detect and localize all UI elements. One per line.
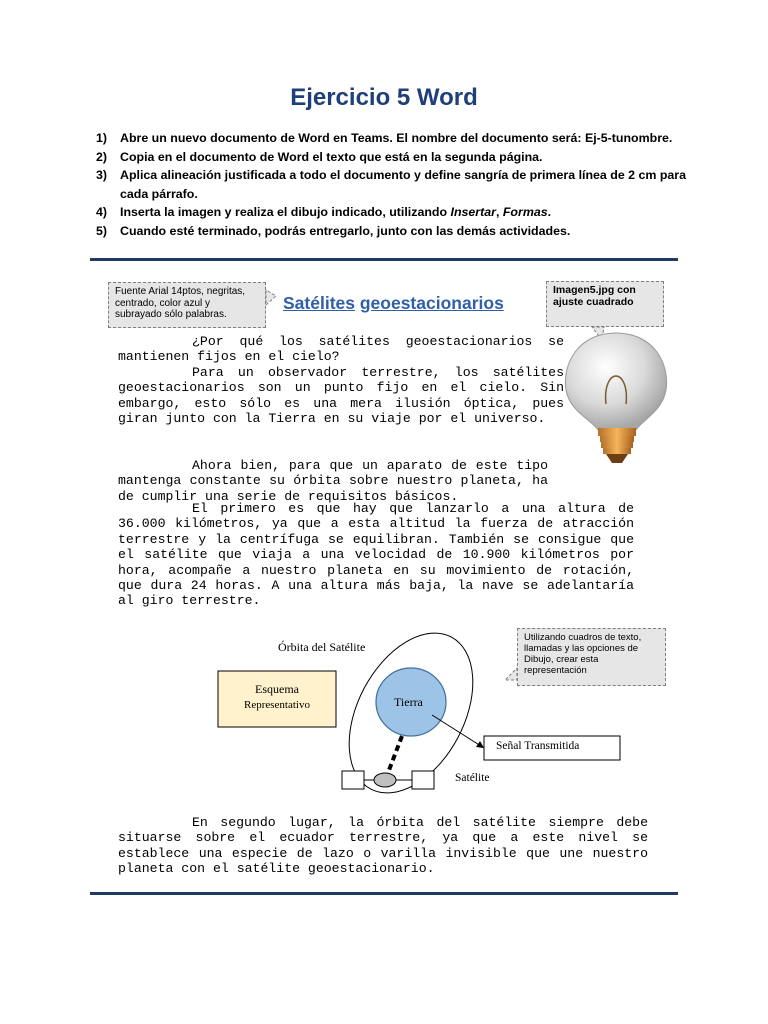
instruction-text: Abre un nuevo documento de Word en Teams. El nombre del documento será: Ej-5-tunombre. — [120, 131, 673, 145]
satellite-label: Satélite — [455, 772, 490, 784]
sample-text-block-1 — [118, 334, 564, 426]
paragraph-segundo-lugar: En segundo lugar, la órbita del satélite siempre debe situarse sobre el ecuador terrestre, ya que a este nivel se establece una especie de lazo o varilla invisible que une nuestro planeta con el satélite geoestacionario. — [118, 815, 648, 877]
instruction-text: Copia en el documento de Word el texto que está en la segunda página. — [120, 149, 543, 164]
satellite-panel-right — [412, 771, 434, 789]
bottom-divider — [90, 892, 678, 895]
instruction-sep: , — [495, 205, 503, 219]
page-title: Ejercicio 5 Word — [290, 84, 478, 111]
instruction-number: 4) — [96, 205, 108, 219]
schema-label-line2: Representativo — [244, 699, 310, 711]
font-callout-tail — [266, 290, 276, 305]
sample-text-block-3 — [118, 501, 634, 609]
schema-label — [218, 681, 336, 713]
paragraph-question: ¿Por qué los satélites geoestacionarios se mantienen fijos en el cielo? — [118, 334, 564, 365]
orbit-label: Órbita del Satélite — [278, 640, 366, 654]
instruction-number: 2) — [96, 149, 108, 164]
earth-label: Tierra — [394, 695, 423, 709]
sample-text-block-4 — [118, 815, 648, 877]
instruction-text: Aplica alineación justificada a todo el documento y define sangría de primera línea de 2 cm para cada párrafo. — [120, 168, 687, 201]
paragraph-observer: Para un observador terrestre, los satélites geoestacionarios son un punto fijo en el cielo. Sin embargo, esto sólo es una mera ilusión óptica, pues giran junto con la Tierra en su viaje por el universo. — [118, 364, 564, 427]
satellite-panel-left — [342, 771, 364, 789]
drawing-callout: Utilizando cuadros de texto, llamadas y las opciones de Dibujo, crear esta representación — [517, 628, 666, 686]
drawing-callout-tail — [505, 668, 517, 680]
sample-text-block-2 — [118, 458, 634, 504]
heading-word-1: Satélites — [283, 293, 355, 313]
paragraph-primero: El primero es que hay que lanzarlo a una altura de 36.000 kilómetros, ya que a esta altitud la fuerza de atracción terrestre y la centrífuga se equilibran. También se consigue que el satélite que viaja a una velocidad de 10.900 kilómetros por hora, acompañe a nuestro planeta en su movimiento de rotación, que dura 24 horas. A una altura más baja, la nave se adelantaría al giro terrestre. — [118, 501, 634, 609]
instruction-number: 3) — [96, 168, 108, 182]
signal-label: Señal Transmitida — [496, 740, 580, 752]
instruction-text-post: . — [547, 205, 552, 219]
satellite-body — [374, 773, 396, 787]
instruction-number: 1) — [96, 131, 108, 145]
heading-word-2: geoestacionarios — [359, 293, 504, 313]
image-callout: Imagen5.jpg con ajuste cuadrado — [546, 281, 664, 327]
lightbulb-icon — [565, 333, 666, 463]
instruction-number: 5) — [96, 223, 108, 238]
paragraph-ahora-bien: Ahora bien, para que un aparato de este tipo mantenga constante su órbita sobre nuestro planeta, ha de cumplir una serie de requisitos básicos. — [118, 458, 548, 504]
schema-label-line1: Esquema — [255, 682, 299, 696]
signal-arrowhead — [476, 741, 484, 748]
instruction-em-formas: Formas — [502, 205, 548, 219]
instruction-text-pre: Inserta la imagen y realiza el dibujo indicado, utilizando — [120, 205, 451, 219]
font-callout: Fuente Arial 14ptos, negritas, centrado, color azul y subrayado sólo palabras. — [108, 282, 266, 328]
instruction-em-insertar: Insertar — [450, 205, 496, 219]
instruction-text: Cuando esté terminado, podrás entregarlo, junto con las demás actividades. — [120, 223, 571, 238]
